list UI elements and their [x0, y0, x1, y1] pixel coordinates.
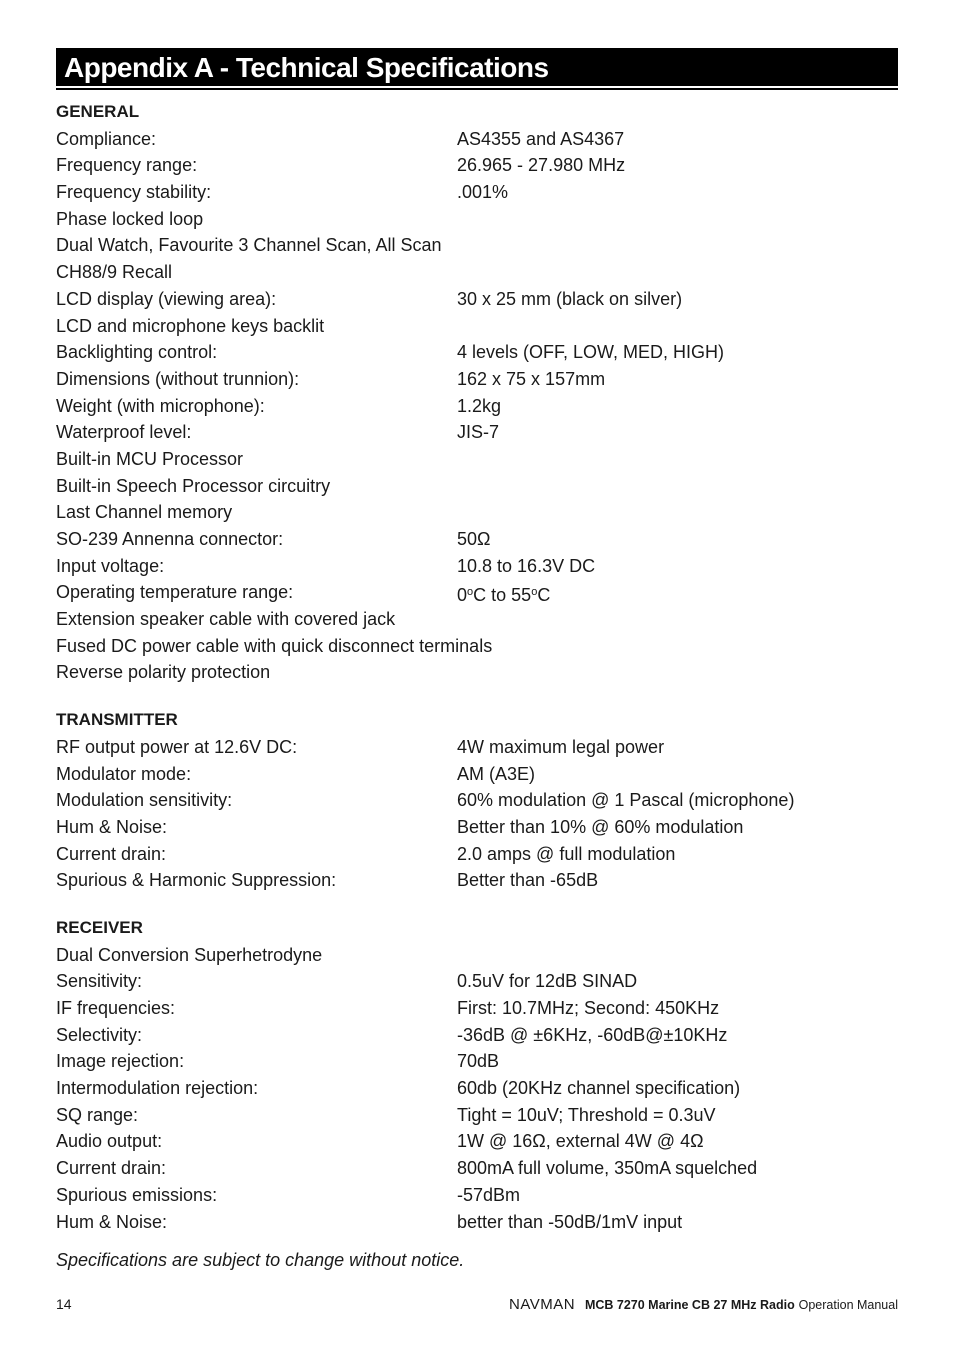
spec-value: -36dB @ ±6KHz, -60dB@±10KHz: [457, 1024, 728, 1045]
spec-row: [56, 734, 898, 761]
spec-label: Image rejection:: [56, 1051, 185, 1072]
spec-value: First: 10.7MHz; Second: 450KHz: [457, 998, 720, 1018]
spec-label: Sensitivity:: [56, 971, 143, 992]
spec-label: RF output power at 12.6V DC:: [56, 736, 298, 757]
spec-label: Built-in Speech Processor circuitry: [56, 475, 331, 496]
spec-label: Dual Conversion Superhetrodyne: [56, 944, 323, 965]
spec-value: [457, 942, 898, 969]
spec-value: better than -50dB/1mV input: [457, 1211, 683, 1232]
spec-value: 4W maximum legal power: [457, 736, 665, 757]
spec-label: Dimensions (without trunnion):: [56, 368, 300, 389]
section-heading-transmitter: TRANSMITTER: [56, 710, 178, 730]
spec-label: SQ range:: [56, 1104, 139, 1125]
spec-row: [56, 526, 898, 553]
general-spec-list-continued: [56, 606, 898, 686]
spec-label: Current drain:: [56, 1158, 167, 1179]
spec-value: 1.2kg: [457, 395, 502, 416]
spec-value: 1W @ 16Ω, external 4W @ 4Ω: [457, 1131, 704, 1152]
spec-value: -57dBm: [457, 1184, 521, 1205]
spec-row: [56, 313, 898, 340]
spec-value: [457, 633, 898, 660]
spec-value: [457, 606, 898, 633]
spec-value: 0$^o$C to 55$^o$C: [457, 585, 551, 606]
spec-row: [56, 814, 898, 841]
spec-label: Dual Watch, Favourite 3 Channel Scan, All Scan: [56, 235, 442, 256]
spec-content: [56, 99, 898, 1274]
spec-label: Current drain:: [56, 843, 167, 864]
spec-label: Operating temperature range:: [56, 582, 294, 603]
spec-row: [56, 841, 898, 868]
spec-label: Weight (with microphone):: [56, 395, 265, 416]
page-footer: [56, 1296, 898, 1318]
spec-row: [56, 1102, 898, 1129]
spec-row: [56, 339, 898, 366]
spec-row: [56, 366, 898, 393]
spec-row: [56, 761, 898, 788]
section-heading-general: GENERAL: [56, 102, 140, 121]
spec-label: Hum & Noise:: [56, 816, 168, 837]
spec-value: .001%: [457, 182, 509, 203]
spec-value: [457, 659, 898, 686]
page-title: Appendix A - Technical Specifications: [64, 52, 549, 83]
spec-value: 60% modulation @ 1 Pascal (microphone): [457, 790, 795, 811]
spec-row: [56, 1048, 898, 1075]
spec-row: [56, 968, 898, 995]
spec-label: Modulation sensitivity:: [56, 790, 233, 811]
spec-value: 70dB: [457, 1051, 500, 1072]
spec-label: Audio output:: [56, 1131, 163, 1152]
page-number: 14: [56, 1296, 72, 1312]
manual-label: Operation Manual: [798, 1298, 898, 1312]
footer-product-info: [509, 1296, 898, 1313]
spec-value: 0.5uV for 12dB SINAD: [457, 971, 638, 992]
spec-label: Intermodulation rejection:: [56, 1078, 259, 1099]
spec-label: Backlighting control:: [56, 342, 218, 363]
spec-label: Spurious & Harmonic Suppression:: [56, 870, 337, 891]
spec-row: [56, 1209, 898, 1236]
spec-label: Frequency stability:: [56, 182, 212, 203]
spec-row: [56, 152, 898, 179]
spec-label: Waterproof level:: [56, 422, 192, 443]
spec-value: AM (A3E): [457, 763, 536, 784]
spec-value: 10.8 to 16.3V DC: [457, 555, 596, 576]
spec-row: [56, 1128, 898, 1155]
spec-value: [457, 206, 898, 233]
spec-row: [56, 393, 898, 420]
section-heading-receiver: RECEIVER: [56, 917, 143, 937]
spec-row: [56, 942, 898, 969]
spec-value: 26.965 - 27.980 MHz: [457, 155, 626, 176]
spec-label: Input voltage:: [56, 555, 165, 576]
spec-value: [457, 259, 898, 286]
spec-value: Tight = 10uV; Threshold = 0.3uV: [457, 1104, 716, 1125]
spec-label: Reverse polarity protection: [56, 662, 271, 683]
spec-row: [56, 606, 898, 633]
spec-label: IF frequencies:: [56, 998, 176, 1018]
spec-label: Selectivity:: [56, 1024, 143, 1045]
spec-row: [56, 787, 898, 814]
spec-row: [56, 473, 898, 500]
spec-row: [56, 995, 898, 1022]
spec-row: [56, 1022, 898, 1049]
spec-value: JIS-7: [457, 422, 500, 443]
spec-row: [56, 1155, 898, 1182]
spec-row: [56, 867, 898, 894]
spec-row: [56, 126, 898, 153]
spec-row: [56, 499, 898, 526]
spec-label: CH88/9 Recall: [56, 262, 173, 283]
spec-label: LCD and microphone keys backlit: [56, 315, 325, 336]
spec-row: [56, 1182, 898, 1209]
spec-value: [457, 313, 898, 340]
receiver-spec-list: [56, 942, 898, 1236]
spec-label: Built-in MCU Processor: [56, 448, 244, 469]
spec-value: Better than 10% @ 60% modulation: [457, 816, 744, 837]
spec-value: 800mA full volume, 350mA squelched: [457, 1158, 758, 1179]
spec-label: Compliance:: [56, 128, 157, 149]
spec-value: 60db (20KHz channel specification): [457, 1078, 741, 1099]
spec-value: 30 x 25 mm (black on silver): [457, 288, 683, 309]
title-bar: [56, 48, 898, 88]
spec-value: [457, 446, 898, 473]
spec-row: [56, 286, 898, 313]
spec-row: [56, 553, 898, 580]
spec-row: [56, 659, 898, 686]
spec-row: [56, 419, 898, 446]
spec-value: [457, 499, 898, 526]
general-spec-list: [56, 126, 898, 580]
brand-logo: NAVMAN: [509, 1296, 576, 1313]
spec-label: SO-239 Annenna connector:: [56, 529, 284, 549]
disclaimer-note: Specifications are subject to change without notice.: [56, 1250, 465, 1271]
spec-value: AS4355 and AS4367: [457, 128, 625, 149]
spec-label: Frequency range:: [56, 155, 198, 176]
product-name: MCB 7270 Marine CB 27 MHz Radio: [584, 1298, 795, 1312]
spec-label: Extension speaker cable with covered jack: [56, 609, 396, 630]
spec-row: [56, 259, 898, 286]
spec-row: [56, 232, 898, 259]
spec-value: [457, 232, 898, 259]
spec-row: [56, 206, 898, 233]
spec-row: [56, 1075, 898, 1102]
spec-label: Fused DC power cable with quick disconnect terminals: [56, 635, 493, 656]
spec-label: Phase locked loop: [56, 208, 204, 229]
spec-label: Hum & Noise:: [56, 1211, 168, 1232]
spec-row: [56, 179, 898, 206]
spec-value: 50Ω: [457, 529, 491, 549]
spec-value: Better than -65dB: [457, 870, 599, 891]
spec-row-operating-temperature: [56, 579, 898, 606]
transmitter-spec-list: [56, 734, 898, 894]
spec-row: [56, 633, 898, 660]
spec-value: 4 levels (OFF, LOW, MED, HIGH): [457, 342, 725, 363]
spec-row: [56, 446, 898, 473]
spec-label: LCD display (viewing area):: [56, 288, 277, 309]
spec-label: Last Channel memory: [56, 502, 233, 523]
spec-value: 162 x 75 x 157mm: [457, 368, 606, 389]
spec-label: Spurious emissions:: [56, 1184, 218, 1205]
spec-value: 2.0 amps @ full modulation: [457, 843, 676, 864]
spec-value: [457, 473, 898, 500]
spec-label: Modulator mode:: [56, 763, 192, 784]
